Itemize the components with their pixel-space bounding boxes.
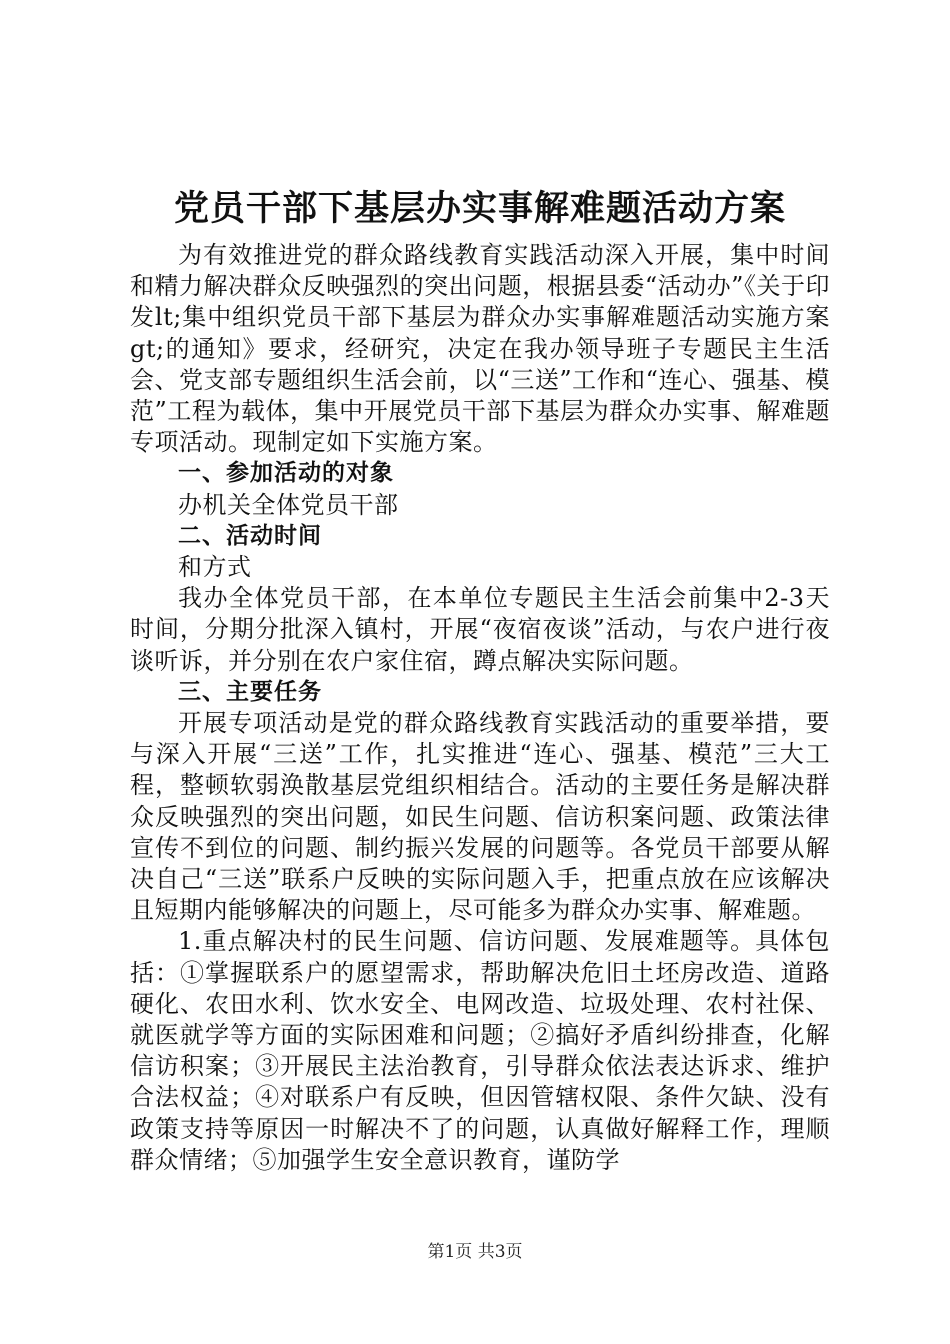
section-heading-time: 二、活动时间 — [178, 522, 322, 549]
section-paragraph: 和方式 — [178, 553, 252, 582]
section-paragraph: 办机关全体党员干部 — [178, 490, 399, 519]
document-body — [130, 184, 830, 1176]
section-heading-tasks: 三、主要任务 — [178, 678, 322, 705]
section-paragraph: 1.重点解决村的民生问题、信访问题、发展难题等。具体包括：①掌握联系户的愿望需求，帮助解决危旧土坯房改造、道路硬化、农田水利、饮水安全、电网改造、垃圾处理、农村社保、就医就学等方面的实际困难和问题；②搞好矛盾纠纷排查，化解信访积案；③开展民主法治教育，引导群众依法表达诉求、维护合法权益；④对联系户有反映，但因管辖权限、条件欠缺、没有政策支持等原因一时解决不了的问题，认真做好解释工作，理顺群众情绪；⑤加强学生安全意识教育，谨防学 — [130, 927, 830, 1174]
page-footer: 第1页 共3页 — [427, 1242, 523, 1262]
section-paragraph: 开展专项活动是党的群众路线教育实践活动的重要举措，要与深入开展“三送”工作，扎实推进“连心、强基、模范”三大工程，整顿软弱涣散基层党组织相结合。活动的主要任务是解决群众反映强烈的突出问题，如民生问题、信访积案问题、政策法律宣传不到位的问题、制约振兴发展的问题等。各党员干部要从解决自己“三送”联系户反映的实际问题入手，把重点放在应该解决且短期内能够解决的问题上，尽可能多为群众办实事、解难题。 — [130, 709, 830, 925]
section-heading-participants: 一、参加活动的对象 — [178, 460, 394, 487]
section-paragraph: 我办全体党员干部，在本单位专题民主生活会前集中2-3天时间，分期分批深入镇村，开展“夜宿夜谈”活动，与农户进行夜谈听诉，并分别在农户家住宿，蹲点解决实际问题。 — [130, 584, 830, 675]
intro-paragraph: 为有效推进党的群众路线教育实践活动深入开展，集中时间和精力解决群众反映强烈的突出问题，根据县委“活动办”《关于印发lt;集中组织党员干部下基层为群众办实事解难题活动实施方案gt;的通知》要求，经研究，决定在我办领导班子专题民主生活会、党支部专题组织生活会前，以“三送”工作和“连心、强基、模范”工程为载体，集中开展党员干部下基层为群众办实事、解难题专项活动。现制定如下实施方案。 — [130, 241, 830, 457]
document-title: 党员干部下基层办实事解难题活动方案 — [173, 188, 786, 229]
